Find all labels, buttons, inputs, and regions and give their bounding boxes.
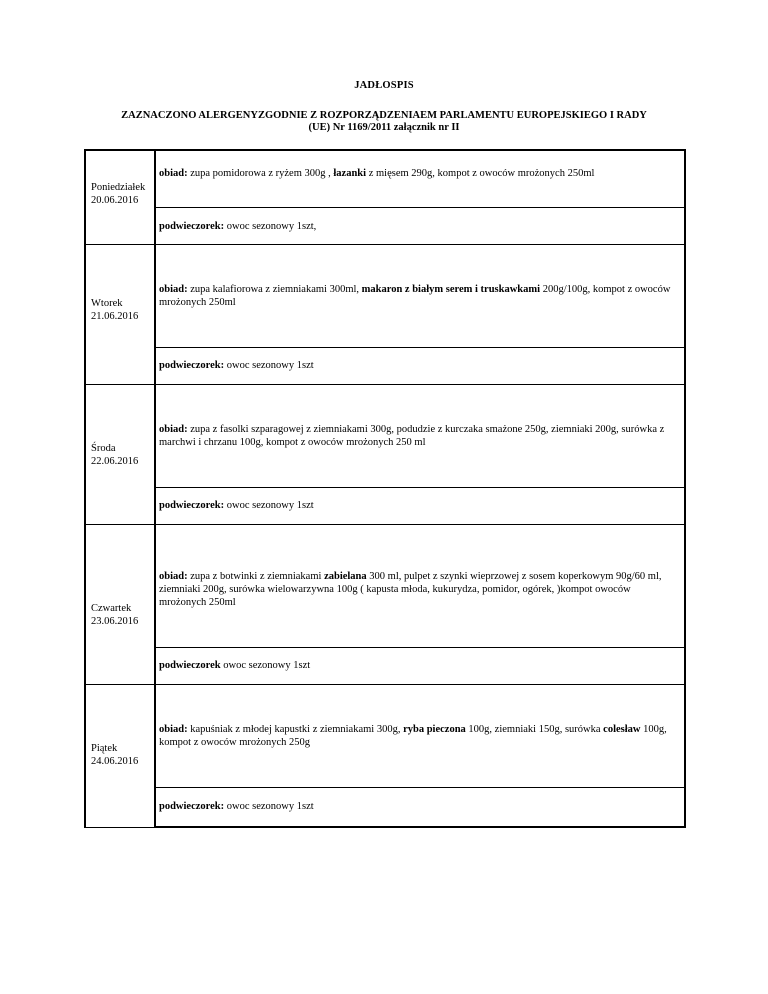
podwieczorek-label: podwieczorek: <box>159 360 225 371</box>
obiad-text: zupa kalafiorowa z ziemniakami 300ml, <box>190 283 362 295</box>
day-name: Poniedziałek <box>91 182 146 193</box>
day-name: Piątek <box>91 742 118 754</box>
obiad-label: obiad: <box>159 723 188 735</box>
subtitle-line-1: ZAZNACZONO ALERGENYZGODNIE Z ROZPORZĄDZENIAEM PARLAMENTU EUROPEJSKIEGO I RADY <box>121 110 647 121</box>
day-name: Czwartek <box>91 602 132 614</box>
snack-row-wednesday <box>85 487 685 524</box>
day-row-monday <box>85 150 685 207</box>
obiad-text: 200g/100g, kompot z owoców mrożonych 250ml <box>159 283 671 308</box>
obiad-text: zupa pomidorowa z ryżem 300g , <box>190 168 334 179</box>
podwieczorek-cell <box>155 787 685 827</box>
podwieczorek-label: podwieczorek: <box>159 221 225 232</box>
podwieczorek-cell <box>155 487 685 524</box>
obiad-cell <box>155 384 685 487</box>
obiad-allergen: zabielana <box>324 571 367 582</box>
day-date: 20.06.2016 <box>91 195 139 206</box>
obiad-label: obiad: <box>159 168 188 179</box>
day-date: 24.06.2016 <box>91 755 139 767</box>
podwieczorek-cell <box>155 347 685 384</box>
obiad-text: 300 ml, pulpet z szynki wieprzowej z sosem koperkowym 90g/60 ml, ziemniaki 200g, surówka wielowarzywna 100g ( kapusta młoda, kukurydza, pomidor, ogórek, )kompot owoców mrożonych 250ml <box>159 571 662 608</box>
obiad-text: zupa z botwinki z ziemniakami <box>190 571 325 582</box>
podwieczorek-cell <box>155 207 685 244</box>
obiad-label: obiad: <box>159 571 188 582</box>
snack-row-friday <box>85 787 685 827</box>
snack-row-tuesday <box>85 347 685 384</box>
day-cell <box>85 384 155 524</box>
day-date: 21.06.2016 <box>91 310 139 322</box>
podwieczorek-text: owoc sezonowy 1szt <box>226 500 314 511</box>
podwieczorek-label: podwieczorek: <box>159 801 225 813</box>
snack-row-thursday <box>85 647 685 684</box>
podwieczorek-text: owoc sezonowy 1szt <box>226 360 314 371</box>
snack-row-monday <box>85 207 685 244</box>
day-date: 23.06.2016 <box>91 615 139 627</box>
obiad-allergen: ryba pieczona <box>403 723 466 735</box>
obiad-allergen: colesław <box>603 723 641 735</box>
obiad-cell <box>155 150 685 207</box>
podwieczorek-label: podwieczorek: <box>159 500 225 511</box>
day-date: 22.06.2016 <box>91 455 139 467</box>
day-cell <box>85 684 155 827</box>
obiad-allergen: makaron z białym serem i truskawkami <box>361 283 541 295</box>
podwieczorek-text: owoc sezonowy 1szt <box>226 801 314 813</box>
obiad-text: zupa z fasolki szparagowej z ziemniakami 300g, podudzie z kurczaka smażone 250g, ziemniaki 200g, surówka z marchwi i chrzanu 100g, kompot z owoców mrożonych 250 ml <box>159 423 665 448</box>
day-cell <box>85 244 155 384</box>
day-row-tuesday <box>85 244 685 347</box>
day-name: Wtorek <box>91 297 123 309</box>
day-cell <box>85 524 155 684</box>
day-row-friday <box>85 684 685 787</box>
obiad-label: obiad: <box>159 283 188 295</box>
podwieczorek-label: podwieczorek <box>159 660 221 671</box>
menu-table <box>84 149 686 828</box>
podwieczorek-text: owoc sezonowy 1szt, <box>226 221 317 232</box>
obiad-cell <box>155 524 685 647</box>
day-row-wednesday <box>85 384 685 487</box>
page-subtitle <box>80 110 688 134</box>
subtitle-line-2: (UE) Nr 1169/2011 załącznik nr II <box>308 122 460 133</box>
podwieczorek-text: owoc sezonowy 1szt <box>223 660 311 671</box>
day-name: Środa <box>91 442 116 454</box>
page-title: JADŁOSPIS <box>354 80 414 91</box>
obiad-text: z mięsem 290g, kompot z owoców mrożonych 250ml <box>366 168 595 179</box>
obiad-cell <box>155 684 685 787</box>
day-row-thursday <box>85 524 685 647</box>
obiad-text: kapuśniak z młodej kapustki z ziemniakami 300g, <box>190 723 404 735</box>
obiad-allergen: łazanki <box>333 168 367 179</box>
day-cell <box>85 150 155 244</box>
obiad-text: 100g, ziemniaki 150g, surówka <box>465 723 604 735</box>
obiad-label: obiad: <box>159 423 188 435</box>
podwieczorek-cell <box>155 647 685 684</box>
obiad-text: 100g, kompot z owoców mrożonych 250g <box>159 723 667 748</box>
obiad-cell <box>155 244 685 347</box>
